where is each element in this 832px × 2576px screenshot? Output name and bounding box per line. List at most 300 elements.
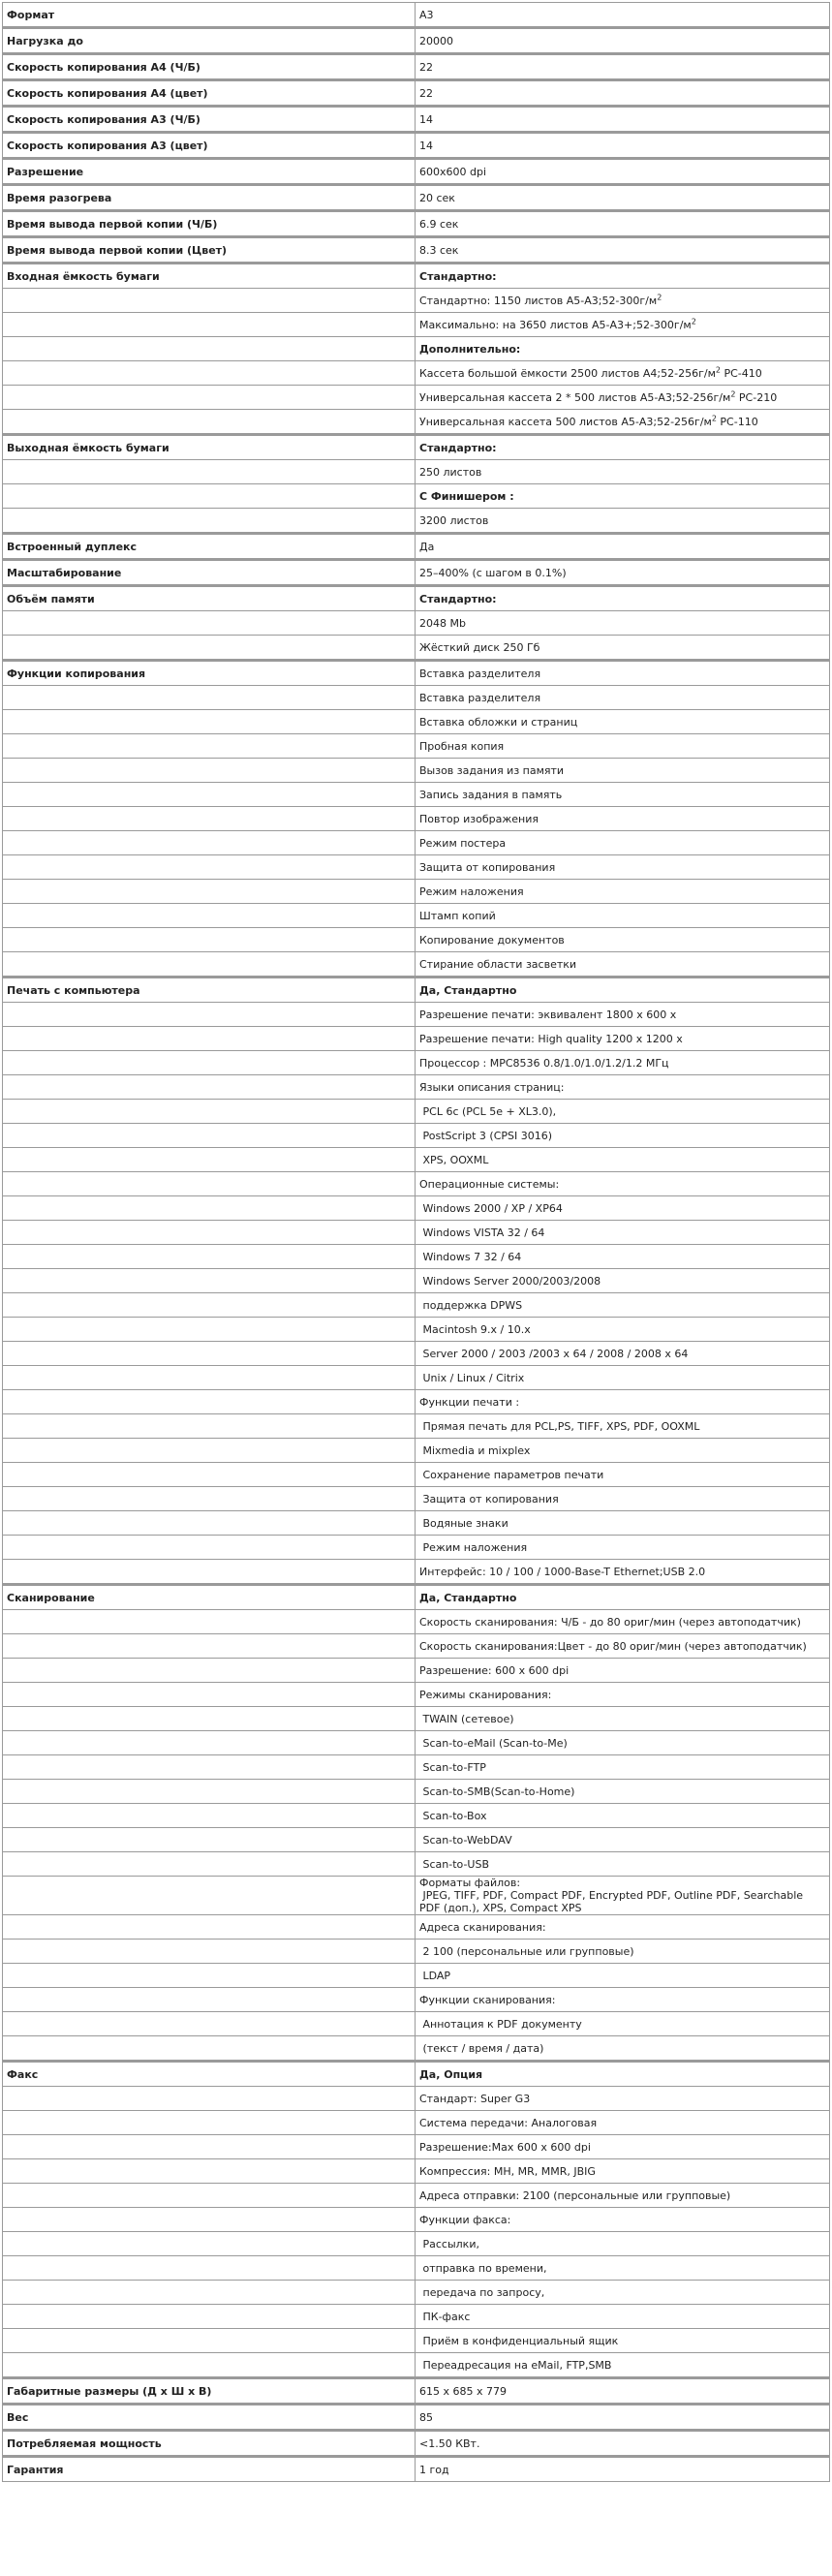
spec-label (2, 1964, 416, 1988)
spec-value (416, 313, 830, 337)
spec-row (2, 132, 830, 158)
spec-value-text: Процессор : MPC8536 0.8/1.0/1.0/1.2/1.2 МГц (419, 1056, 669, 1070)
spec-value-text: Режим постера (419, 836, 507, 850)
spec-value-text: 1 год (419, 2463, 449, 2476)
spec-value (416, 710, 830, 734)
spec-row (2, 880, 830, 904)
spec-value-text: 14 (419, 139, 433, 152)
spec-row (2, 1439, 830, 1463)
spec-value-text: PCL 6c (PCL 5e + XL3.0), (419, 1104, 557, 1118)
spec-value-text: Скорость сканирования:Цвет - до 80 ориг/мин (через автоподатчик) (419, 1639, 807, 1653)
spec-value-text: Адреса отправки: 2100 (персональные или групповые) (419, 2188, 731, 2202)
spec-value (416, 2281, 830, 2305)
spec-value-text: 22 (419, 60, 433, 74)
spec-row (2, 1560, 830, 1584)
spec-value (416, 880, 830, 904)
spec-row (2, 313, 830, 337)
spec-value-text: С Финишером : (419, 489, 514, 503)
spec-label (2, 710, 416, 734)
spec-row (2, 2281, 830, 2305)
spec-row (2, 386, 830, 410)
spec-label (2, 1536, 416, 1560)
spec-value-text: Запись задания в память (419, 788, 563, 801)
spec-value (416, 977, 830, 1003)
spec-row (2, 1269, 830, 1293)
spec-label (2, 1342, 416, 1366)
spec-value (416, 904, 830, 928)
spec-label (2, 1172, 416, 1196)
spec-row (2, 2377, 830, 2404)
spec-label: Скорость копирования А3 (цвет) (2, 132, 416, 158)
spec-row (2, 686, 830, 710)
spec-value (416, 533, 830, 559)
specifications-table (2, 2, 830, 2482)
spec-label (2, 313, 416, 337)
spec-value-text: Стандартно: (419, 441, 497, 454)
spec-value-text: Да, Стандартно (419, 983, 517, 997)
spec-value (416, 2159, 830, 2184)
spec-value (416, 636, 830, 660)
spec-label (2, 1511, 416, 1536)
spec-value (416, 2377, 830, 2404)
spec-row (2, 952, 830, 977)
spec-label: Время разогрева (2, 184, 416, 210)
spec-label (2, 2232, 416, 2256)
spec-value (416, 831, 830, 855)
spec-label (2, 1804, 416, 1828)
spec-value (416, 1390, 830, 1414)
spec-value (416, 1148, 830, 1172)
spec-value-text: Mixmedia и mixplex (419, 1443, 531, 1457)
unit-superscript: 2 (657, 292, 663, 301)
unit-superscript: 2 (691, 316, 696, 326)
spec-label: Гарантия (2, 2456, 416, 2482)
spec-value (416, 2404, 830, 2430)
spec-row (2, 2036, 830, 2061)
spec-label (2, 1707, 416, 1731)
spec-row (2, 1414, 830, 1439)
spec-value-suffix: PC-410 (720, 366, 762, 380)
spec-label (2, 904, 416, 928)
spec-label (2, 1269, 416, 1293)
spec-value-text: отправка по времени, (419, 2261, 547, 2275)
spec-value (416, 1196, 830, 1221)
spec-value-text: Кассета большой ёмкости 2500 листов А4;52-256г/м (419, 366, 716, 380)
spec-value (416, 106, 830, 132)
spec-value (416, 1124, 830, 1148)
spec-value-text: Стандартно: (419, 269, 497, 283)
spec-label (2, 1027, 416, 1051)
spec-row (2, 1683, 830, 1707)
spec-row (2, 710, 830, 734)
spec-value-text: (текст / время / дата) (419, 2041, 544, 2055)
spec-value-text: Скорость сканирования: Ч/Б - до 80 ориг/мин (через автоподатчик) (419, 1615, 801, 1629)
spec-label: Скорость копирования А3 (Ч/Б) (2, 106, 416, 132)
spec-value-text: 2 100 (персональные или групповые) (419, 1944, 634, 1958)
unit-superscript: 2 (730, 388, 736, 398)
spec-row (2, 210, 830, 236)
spec-label (2, 2036, 416, 2061)
spec-label: Встроенный дуплекс (2, 533, 416, 559)
spec-row (2, 1964, 830, 1988)
spec-row (2, 1124, 830, 1148)
spec-row (2, 2184, 830, 2208)
spec-label (2, 1915, 416, 1940)
spec-label: Входная ёмкость бумаги (2, 263, 416, 289)
spec-label (2, 1780, 416, 1804)
spec-value-text: Scan-to-Box (419, 1809, 487, 1822)
spec-row (2, 807, 830, 831)
spec-value-text: Вставка разделителя (419, 667, 541, 680)
spec-row (2, 1915, 830, 1940)
spec-value-text: 22 (419, 86, 433, 100)
spec-value (416, 1804, 830, 1828)
spec-row (2, 289, 830, 313)
spec-label (2, 1659, 416, 1683)
spec-label: Факс (2, 2061, 416, 2087)
spec-value-text: Scan-to-SMB(Scan-to-Home) (419, 1785, 575, 1798)
spec-row (2, 2012, 830, 2036)
spec-label (2, 686, 416, 710)
spec-value (416, 1877, 830, 1915)
spec-row (2, 1075, 830, 1100)
unit-superscript: 2 (715, 364, 721, 374)
spec-label (2, 460, 416, 484)
spec-value-text: Защита от копирования (419, 860, 556, 874)
spec-label (2, 1610, 416, 1634)
spec-label (2, 509, 416, 533)
spec-label (2, 1196, 416, 1221)
spec-value-text: Scan-to-WebDAV (419, 1833, 512, 1847)
spec-value (416, 79, 830, 106)
spec-row (2, 1051, 830, 1075)
spec-label (2, 2135, 416, 2159)
spec-row (2, 2305, 830, 2329)
spec-value-text: Разрешение печати: эквивалент 1800 x 600 x (419, 1008, 677, 1021)
spec-value-text: Стирание области засветки (419, 957, 577, 971)
spec-value (416, 1075, 830, 1100)
spec-label (2, 952, 416, 977)
spec-value (416, 807, 830, 831)
spec-row (2, 977, 830, 1003)
spec-row (2, 1634, 830, 1659)
spec-label: Время вывода первой копии (Ч/Б) (2, 210, 416, 236)
spec-value (416, 1366, 830, 1390)
spec-value-text: Прямая печать для PCL,PS, TIFF, XPS, PDF, OOXML (419, 1419, 700, 1433)
spec-value-text: Windows VISTA 32 / 64 (419, 1226, 545, 1239)
spec-label (2, 1731, 416, 1755)
spec-label: Вес (2, 2404, 416, 2430)
spec-value-text: Система передачи: Аналоговая (419, 2116, 598, 2129)
spec-row (2, 236, 830, 263)
spec-row (2, 2061, 830, 2087)
spec-label (2, 1560, 416, 1584)
spec-label: Скорость копирования А4 (цвет) (2, 79, 416, 106)
spec-value-text: Стандартно: (419, 592, 497, 605)
spec-value-text: <1.50 КВт. (419, 2436, 480, 2450)
spec-value (416, 1293, 830, 1318)
spec-row (2, 263, 830, 289)
spec-value (416, 1707, 830, 1731)
spec-label (2, 2159, 416, 2184)
spec-label (2, 2208, 416, 2232)
spec-value (416, 460, 830, 484)
spec-label: Габаритные размеры (Д x Ш x В) (2, 2377, 416, 2404)
spec-value (416, 53, 830, 79)
spec-row (2, 585, 830, 611)
spec-label: Сканирование (2, 1584, 416, 1610)
spec-row (2, 611, 830, 636)
spec-value (416, 2036, 830, 2061)
spec-value (416, 660, 830, 686)
spec-value (416, 132, 830, 158)
spec-label (2, 1634, 416, 1659)
spec-row (2, 559, 830, 585)
spec-value-text: Функции сканирования: (419, 1993, 556, 2006)
spec-value-text: Macintosh 9.x / 10.x (419, 1322, 531, 1336)
spec-value (416, 410, 830, 434)
spec-label (2, 1940, 416, 1964)
spec-label (2, 337, 416, 361)
spec-value (416, 2430, 830, 2456)
spec-value-text: Стандарт: Super G3 (419, 2092, 531, 2105)
spec-row (2, 1707, 830, 1731)
spec-value-text: 20 сек (419, 191, 455, 204)
spec-row (2, 1003, 830, 1027)
spec-label (2, 783, 416, 807)
spec-value (416, 1342, 830, 1366)
spec-value-text: PostScript 3 (CPSI 3016) (419, 1129, 553, 1142)
spec-row (2, 1196, 830, 1221)
spec-value (416, 289, 830, 313)
spec-label: Формат (2, 2, 416, 27)
spec-row (2, 636, 830, 660)
spec-value (416, 184, 830, 210)
spec-value-text: ПК-факс (419, 2310, 471, 2323)
spec-label (2, 2184, 416, 2208)
spec-row (2, 1852, 830, 1877)
spec-row (2, 1511, 830, 1536)
spec-label (2, 2353, 416, 2377)
spec-label (2, 1463, 416, 1487)
spec-value (416, 210, 830, 236)
spec-label (2, 484, 416, 509)
spec-value (416, 158, 830, 184)
spec-value (416, 1610, 830, 1634)
spec-label (2, 2111, 416, 2135)
spec-value (416, 1915, 830, 1940)
spec-value-text: 85 (419, 2410, 433, 2424)
spec-value (416, 1221, 830, 1245)
specifications-body (2, 2, 830, 2482)
spec-row (2, 509, 830, 533)
spec-row (2, 2456, 830, 2482)
spec-row (2, 27, 830, 53)
spec-label: Выходная ёмкость бумаги (2, 434, 416, 460)
spec-value (416, 2256, 830, 2281)
spec-row (2, 1245, 830, 1269)
spec-value (416, 1027, 830, 1051)
spec-row (2, 460, 830, 484)
spec-value-text: Стандартно: 1150 листов А5-А3;52-300г/м (419, 294, 658, 307)
spec-row (2, 734, 830, 759)
spec-row (2, 2208, 830, 2232)
spec-value-text: Водяные знаки (419, 1516, 508, 1530)
spec-value-text: 14 (419, 112, 433, 126)
spec-label (2, 1487, 416, 1511)
spec-value-text: Защита от копирования (419, 1492, 559, 1505)
spec-value (416, 1731, 830, 1755)
spec-label: Скорость копирования А4 (Ч/Б) (2, 53, 416, 79)
spec-label (2, 928, 416, 952)
spec-value-text: 615 x 685 x 779 (419, 2384, 507, 2398)
spec-row (2, 2329, 830, 2353)
spec-label (2, 1221, 416, 1245)
spec-value-text: LDAP (419, 1969, 451, 1982)
spec-row (2, 2430, 830, 2456)
spec-value (416, 2232, 830, 2256)
spec-value-text: Функции печати : (419, 1395, 520, 1409)
spec-value (416, 611, 830, 636)
spec-value-text: Разрешение: 600 x 600 dpi (419, 1663, 570, 1677)
spec-value (416, 734, 830, 759)
spec-row (2, 1148, 830, 1172)
spec-value-text: Операционные системы: (419, 1177, 560, 1191)
spec-value-text: Да, Опция (419, 2067, 483, 2081)
spec-label (2, 1003, 416, 1027)
spec-value-text: Переадресация на eMail, FTP,SMB (419, 2358, 612, 2372)
spec-value-text: Универсальная кассета 2 * 500 листов А5-А3;52-256г/м (419, 390, 731, 404)
spec-row (2, 2, 830, 27)
spec-value (416, 559, 830, 585)
spec-value (416, 1439, 830, 1463)
spec-value (416, 783, 830, 807)
spec-value-text: 3200 листов (419, 513, 489, 527)
spec-label: Разрешение (2, 158, 416, 184)
spec-label: Масштабирование (2, 559, 416, 585)
spec-row (2, 484, 830, 509)
spec-value-text: Вставка разделителя (419, 691, 541, 704)
spec-row (2, 1366, 830, 1390)
spec-label (2, 2256, 416, 2281)
spec-label (2, 386, 416, 410)
spec-row (2, 79, 830, 106)
spec-value (416, 2012, 830, 2036)
spec-value-text: Режим наложения (419, 885, 524, 898)
spec-row (2, 361, 830, 386)
spec-row (2, 928, 830, 952)
spec-row (2, 434, 830, 460)
spec-row (2, 1487, 830, 1511)
spec-value-text: 250 листов (419, 465, 482, 479)
spec-value-text: Повтор изображения (419, 812, 539, 825)
spec-row (2, 2256, 830, 2281)
spec-value (416, 2, 830, 27)
spec-value (416, 1051, 830, 1075)
spec-value (416, 1269, 830, 1293)
spec-value-text: Форматы файлов: JPEG, TIFF, PDF, Compact PDF, Encrypted PDF, Outline PDF, Searchable PDF (доп.), XPS, Compact XPS (419, 1877, 804, 1914)
spec-value-text: Жёсткий диск 250 Гб (419, 640, 540, 654)
spec-value-text: Windows 2000 / XP / XP64 (419, 1201, 563, 1215)
spec-label (2, 831, 416, 855)
spec-row (2, 1610, 830, 1634)
spec-value (416, 952, 830, 977)
spec-row (2, 1804, 830, 1828)
spec-label (2, 1293, 416, 1318)
spec-value-text: TWAIN (сетевое) (419, 1712, 514, 1725)
spec-value-text: передача по запросу, (419, 2285, 545, 2299)
spec-label (2, 880, 416, 904)
spec-value-text: Scan-to-FTP (419, 1760, 486, 1774)
spec-value (416, 759, 830, 783)
spec-value (416, 2353, 830, 2377)
spec-value-text: Вставка обложки и страниц (419, 715, 578, 729)
spec-value (416, 1245, 830, 1269)
spec-value-text: Разрешение:Max 600 x 600 dpi (419, 2140, 591, 2154)
spec-label: Время вывода первой копии (Цвет) (2, 236, 416, 263)
spec-label (2, 1439, 416, 1463)
spec-label (2, 1051, 416, 1075)
spec-value (416, 263, 830, 289)
spec-value (416, 386, 830, 410)
spec-row (2, 1221, 830, 1245)
spec-label: Функции копирования (2, 660, 416, 686)
spec-value (416, 2456, 830, 2482)
spec-value-text: 2048 Mb (419, 616, 466, 630)
spec-label (2, 1245, 416, 1269)
spec-row (2, 2159, 830, 2184)
spec-value-text: Штамп копий (419, 909, 496, 922)
spec-value-text: Режимы сканирования: (419, 1688, 552, 1701)
spec-value (416, 1318, 830, 1342)
spec-value-text: Универсальная кассета 500 листов А5-А3;52-256г/м (419, 415, 712, 428)
spec-label (2, 1318, 416, 1342)
spec-label (2, 1683, 416, 1707)
spec-row (2, 904, 830, 928)
spec-value-text: 8.3 сек (419, 243, 459, 257)
unit-superscript: 2 (711, 413, 717, 422)
spec-value-text: Рассылки, (419, 2237, 479, 2250)
spec-label (2, 2087, 416, 2111)
spec-label (2, 1100, 416, 1124)
spec-row (2, 337, 830, 361)
spec-value (416, 1487, 830, 1511)
spec-label (2, 2281, 416, 2305)
spec-value (416, 1852, 830, 1877)
spec-label (2, 734, 416, 759)
spec-value (416, 1755, 830, 1780)
spec-value-text: Приём в конфиденциальный ящик (419, 2334, 619, 2347)
spec-label: Объём памяти (2, 585, 416, 611)
spec-label (2, 1366, 416, 1390)
spec-value (416, 1988, 830, 2012)
spec-value-text: Аннотация к PDF документу (419, 2017, 582, 2031)
spec-row (2, 2111, 830, 2135)
spec-value (416, 686, 830, 710)
spec-value-text: XPS, OOXML (419, 1153, 489, 1166)
spec-label: Печать с компьютера (2, 977, 416, 1003)
spec-value (416, 1940, 830, 1964)
spec-value (416, 1463, 830, 1487)
spec-value (416, 1414, 830, 1439)
spec-value-text: Scan-to-eMail (Scan-to-Me) (419, 1736, 568, 1750)
spec-row (2, 1342, 830, 1366)
spec-row (2, 158, 830, 184)
spec-row (2, 106, 830, 132)
spec-value (416, 1964, 830, 1988)
spec-label (2, 611, 416, 636)
spec-value-text: Адреса сканирования: (419, 1920, 546, 1934)
